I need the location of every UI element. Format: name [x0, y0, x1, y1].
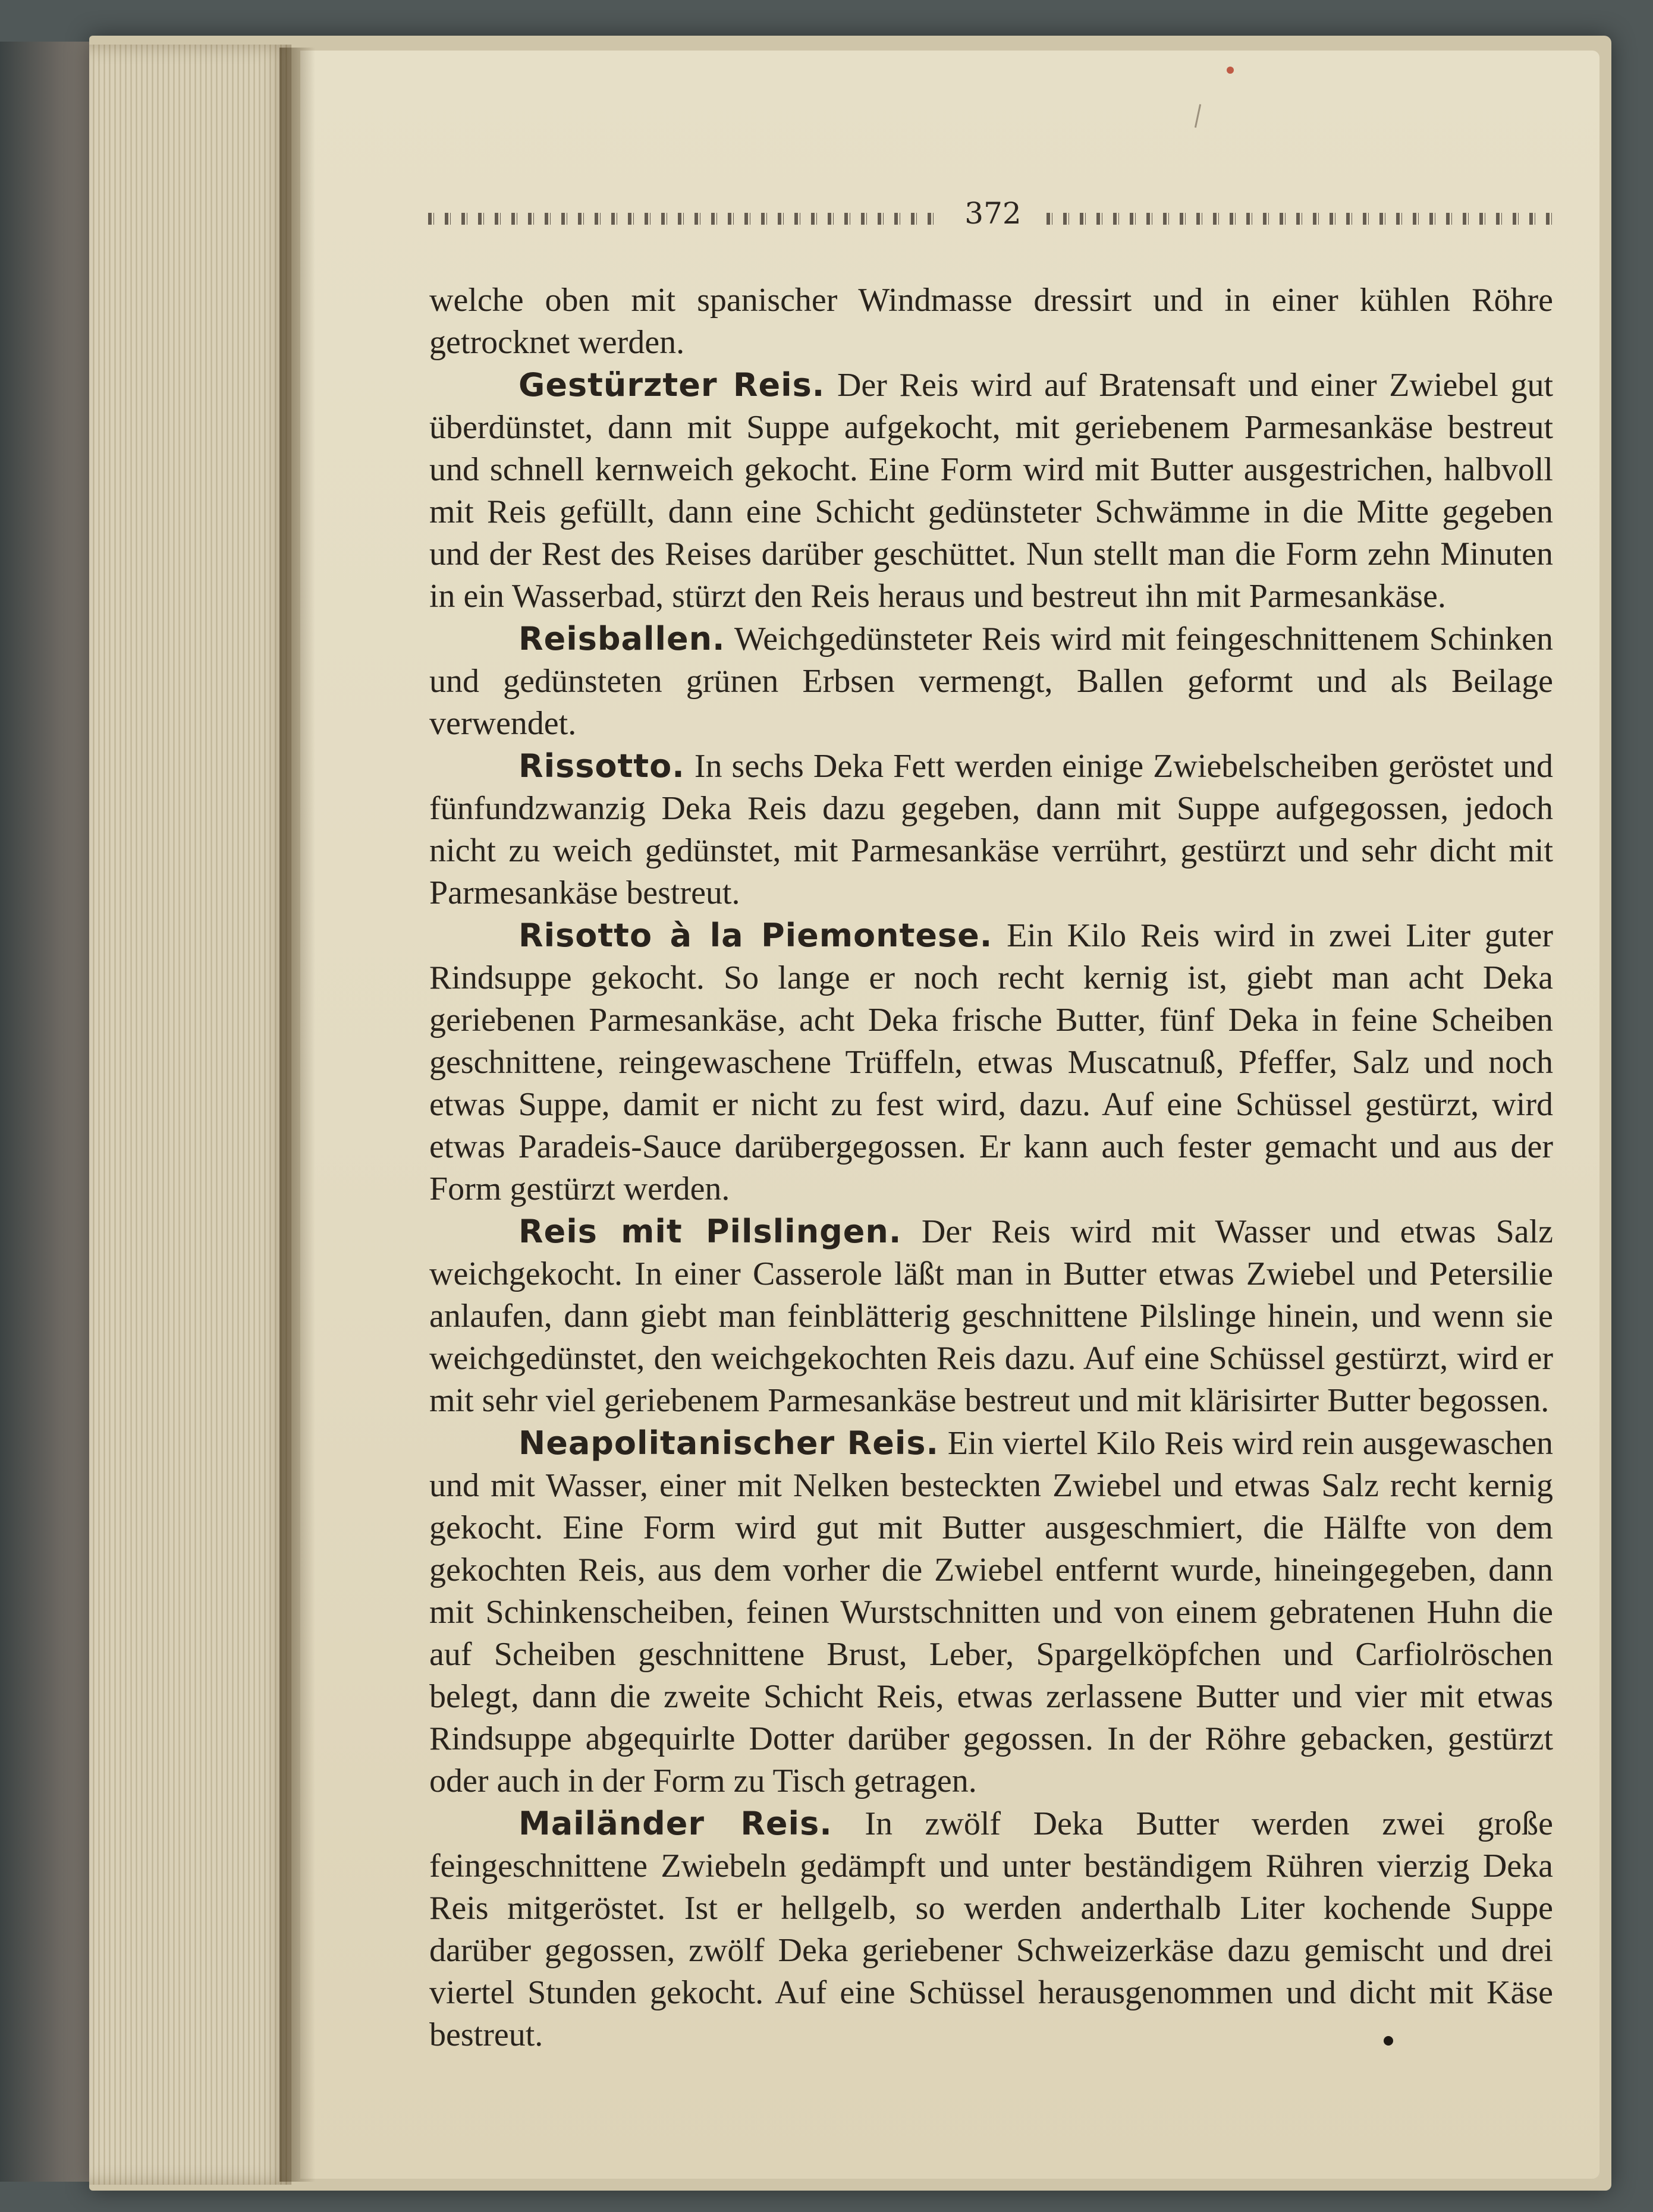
- recipe-neapolitanischer-reis: [429, 1422, 1553, 1802]
- recipe-mailaender-reis: [429, 1802, 1553, 2056]
- recipe-title: Reis mit Pilslingen.: [518, 1213, 902, 1250]
- end-dot-mark: [1384, 2036, 1393, 2046]
- gutter-shadow: [279, 48, 315, 2182]
- recipe-reis-mit-pilslingen: [429, 1210, 1553, 1422]
- recipe-text: Ein viertel Kilo Reis wird rein ausgewaschen und mit Wasser, einer mit Nelken besteckten Zwiebel und etwas Salz recht kernig gekocht. Eine Form wird gut mit Butter ausgeschmiert, die Hälfte von dem gekochten Reis, aus dem vorher die Zwiebel entfernt wurde, hineingegeben, dann mit Schinkenscheiben, feinen Wurstschnitten und von einem gebratenen Huhn die auf Scheiben geschnittene Brust, Leber, Spargelköpfchen und Carfiolröschen belegt, dann die zweite Schicht Reis, etwas zerlassene Butter und vier mit etwas Rindsuppe abgequirlte Dotter darüber gegossen. In der Röhre gebacken, gestürzt oder auch in der Form zu Tisch getragen.: [429, 1425, 1553, 1799]
- recipe-text: Der Reis wird auf Bratensaft und einer Zwiebel gut überdünstet, dann mit Suppe aufgekocht, mit geriebenem Parmesankäse bestreut und schnell kernweich gekocht. Eine Form wird mit Butter ausgestrichen, halbvoll mit Reis gefüllt, dann eine Schicht gedünsteter Schwämme in die Mitte gegeben und der Rest des Reises darüber geschüttet. Nun stellt man die Form zehn Minuten in ein Wasserbad, stürzt den Reis heraus und bestreut ihn mit Parmesankäse.: [429, 367, 1554, 615]
- book-cover-edge: [0, 42, 104, 2182]
- continuation-paragraph: welche oben mit spanischer Windmasse dressirt und in einer kühlen Röhre getrocknet werden.: [429, 282, 1553, 361]
- recipe-title: Gestürzter Reis.: [518, 366, 825, 404]
- recipe-reisballen: [429, 618, 1553, 745]
- page-header: [428, 196, 1558, 238]
- recipe-title: Mailänder Reis.: [518, 1805, 832, 1842]
- recipe-title: Neapolitanischer Reis.: [518, 1424, 939, 1462]
- page-body: [429, 279, 1553, 2056]
- recipe-text: Der Reis wird mit Wasser und etwas Salz weichgekocht. In einer Casserole läßt man in Butter etwas Zwiebel und Petersilie anlaufen, dann giebt man feinblätterig geschnittene Pilslinge hinein, und wenn sie weichgedünstet, den weichgekochten Reis dazu. Auf eine Schüssel gestürzt, wird er mit sehr viel geriebenem Parmesankäse bestreut und mit klärisirter Butter begossen.: [429, 1213, 1553, 1419]
- red-spot-mark: [1227, 67, 1234, 74]
- recipe-risotto-piemontese: [429, 914, 1553, 1210]
- recipe-title: Risotto à la Piemontese.: [518, 917, 993, 954]
- header-ornament-right: [1047, 213, 1558, 225]
- recipe-title: Rissotto.: [518, 747, 685, 785]
- recipe-gestuerzter-reis: [429, 364, 1553, 618]
- recipe-title: Reisballen.: [518, 620, 725, 657]
- page-number: 372: [964, 196, 1022, 231]
- recipe-text: In zwölf Deka Butter werden zwei große feingeschnittene Zwiebeln gedämpft und unter beständigem Rühren vierzig Deka Reis mitgeröstet. Ist er hellgelb, so werden anderthalb Liter kochende Suppe darüber gegossen, zwölf Deka geriebener Schweizerkäse dazu gemischt und drei viertel Stunden gekocht. Auf eine Schüssel herausgenommen und dicht mit Käse bestreut.: [429, 1805, 1554, 2053]
- recipe-text: Ein Kilo Reis wird in zwei Liter guter Rindsuppe gekocht. So lange er noch recht kernig ist, giebt man acht Deka geriebenen Parmesankäse, acht Deka frische Butter, fünf Deka in feine Scheiben geschnittene, reingewaschene Trüffeln, etwas Muscatnuß, Pfeffer, Salz und noch etwas Suppe, damit er nicht zu fest wird, dazu. Auf eine Schüssel gestürzt, wird etwas Paradeis-Sauce darübergegossen. Er kann auch fester gemacht und aus der Form gestürzt werden.: [429, 917, 1553, 1207]
- recipe-text: In sechs Deka Fett werden einige Zwiebelscheiben geröstet und fünfundzwanzig Deka Reis dazu gegeben, dann mit Suppe aufgegossen, jedoch nicht zu weich gedünstet, mit Parmesankäse verrührt, gestürzt und sehr dicht mit Parmesankäse bestreut.: [429, 748, 1554, 911]
- page-stack-edges: [89, 45, 291, 2185]
- recipe-text: Weichgedünsteter Reis wird mit feingeschnittenem Schinken und gedünsteten grünen Erbsen vermengt, Ballen geformt und als Beilage verwendet.: [429, 621, 1553, 742]
- recipe-rissotto: [429, 745, 1553, 914]
